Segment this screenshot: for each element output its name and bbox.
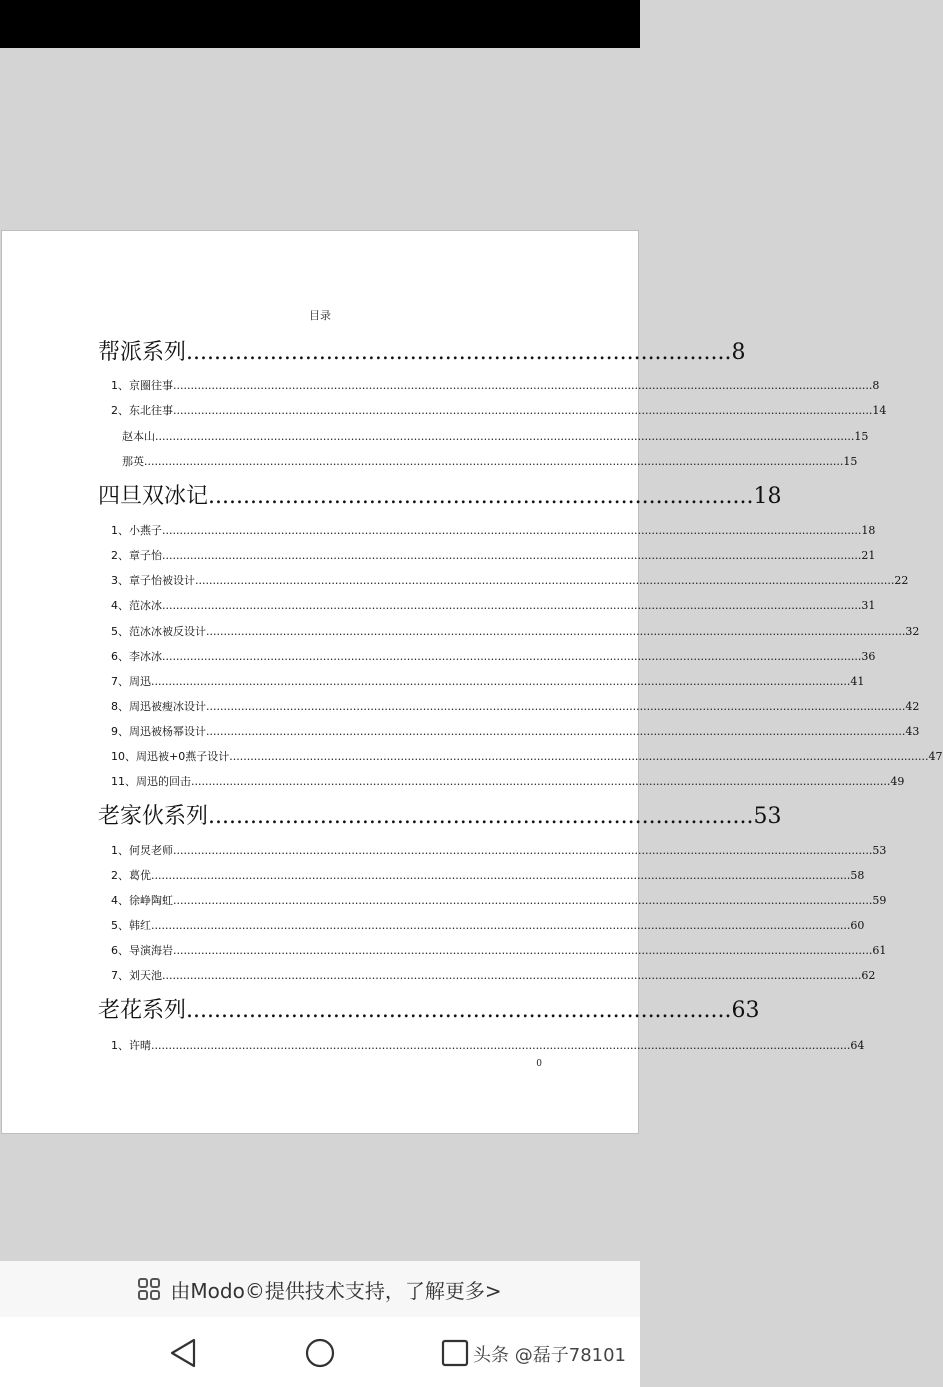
toc-item[interactable]: 6、导演海岩 ........................................................................................................................................................................................................ 61 xyxy=(111,944,887,957)
back-icon[interactable] xyxy=(165,1335,201,1371)
toc-item[interactable]: 1、许晴 ........................................................................................................................................................................................................ 64 xyxy=(111,1039,865,1052)
modo-logo-icon xyxy=(138,1278,160,1300)
toc-section[interactable]: 帮派系列 .............................................................................. 8 xyxy=(98,340,746,365)
toc-item[interactable]: 9、周迅被杨幂设计 ........................................................................................................................................................................................................ 43 xyxy=(111,725,920,738)
status-bar xyxy=(0,0,640,48)
navigation-bar xyxy=(0,1317,640,1387)
toc-item[interactable]: 2、葛优 ........................................................................................................................................................................................................ 58 xyxy=(111,869,865,882)
banner-text: 由Modo©提供技术支持，了解更多> xyxy=(170,1278,502,1303)
toc-subitem[interactable]: 那英 ........................................................................................................................................................................................................ 15 xyxy=(122,455,858,468)
toc-item[interactable]: 11、周迅的回击 ........................................................................................................................................................................................................ 49 xyxy=(111,775,905,788)
toc-item[interactable]: 1、京圈往事 ........................................................................................................................................................................................................ 8 xyxy=(111,379,880,392)
toc-item[interactable]: 10、周迅被+0燕子设计 ........................................................................................................................................................................................................ 47 xyxy=(111,750,943,763)
toc-subitem[interactable]: 赵本山 ........................................................................................................................................................................................................ 15 xyxy=(122,430,869,443)
toc-item[interactable]: 2、东北往事 ........................................................................................................................................................................................................ 14 xyxy=(111,404,887,417)
toc-item[interactable]: 5、韩红 ........................................................................................................................................................................................................ 60 xyxy=(111,919,865,932)
watermark: 头条 @磊子78101 xyxy=(473,1345,626,1366)
toc-item[interactable]: 4、范冰冰 ........................................................................................................................................................................................................ 31 xyxy=(111,599,876,612)
document-page xyxy=(1,230,943,1134)
toc-item[interactable]: 3、章子怡被设计 ........................................................................................................................................................................................................ 22 xyxy=(111,574,909,587)
modo-support-banner[interactable] xyxy=(0,1261,640,1317)
toc-item[interactable]: 7、刘天池 ........................................................................................................................................................................................................ 62 xyxy=(111,969,876,982)
toc-item[interactable]: 2、章子怡 ........................................................................................................................................................................................................ 21 xyxy=(111,549,876,562)
toc-item[interactable]: 1、小燕子 ........................................................................................................................................................................................................ 18 xyxy=(111,524,876,537)
toc-section[interactable]: 老家伙系列 .............................................................................. 53 xyxy=(98,804,782,829)
recent-apps-icon[interactable] xyxy=(437,1335,473,1371)
home-icon[interactable] xyxy=(302,1335,338,1371)
toc-item[interactable]: 6、李冰冰 ........................................................................................................................................................................................................ 36 xyxy=(111,650,876,663)
toc-item[interactable]: 5、范冰冰被反设计 ........................................................................................................................................................................................................ 32 xyxy=(111,625,920,638)
toc-item[interactable]: 4、徐峥陶虹 ........................................................................................................................................................................................................ 59 xyxy=(111,894,887,907)
page-number: 0 xyxy=(536,1059,542,1069)
toc-item[interactable]: 8、周迅被瘦冰设计 ........................................................................................................................................................................................................ 42 xyxy=(111,700,920,713)
toc-item[interactable]: 7、周迅 ........................................................................................................................................................................................................ 41 xyxy=(111,675,865,688)
toc-section[interactable]: 四旦双冰记 .............................................................................. 18 xyxy=(98,484,782,509)
toc-section[interactable]: 老花系列 .............................................................................. 63 xyxy=(98,998,760,1023)
toc-title: 目录 xyxy=(309,309,331,322)
toc-item[interactable]: 1、何炅老师 ........................................................................................................................................................................................................ 53 xyxy=(111,844,887,857)
